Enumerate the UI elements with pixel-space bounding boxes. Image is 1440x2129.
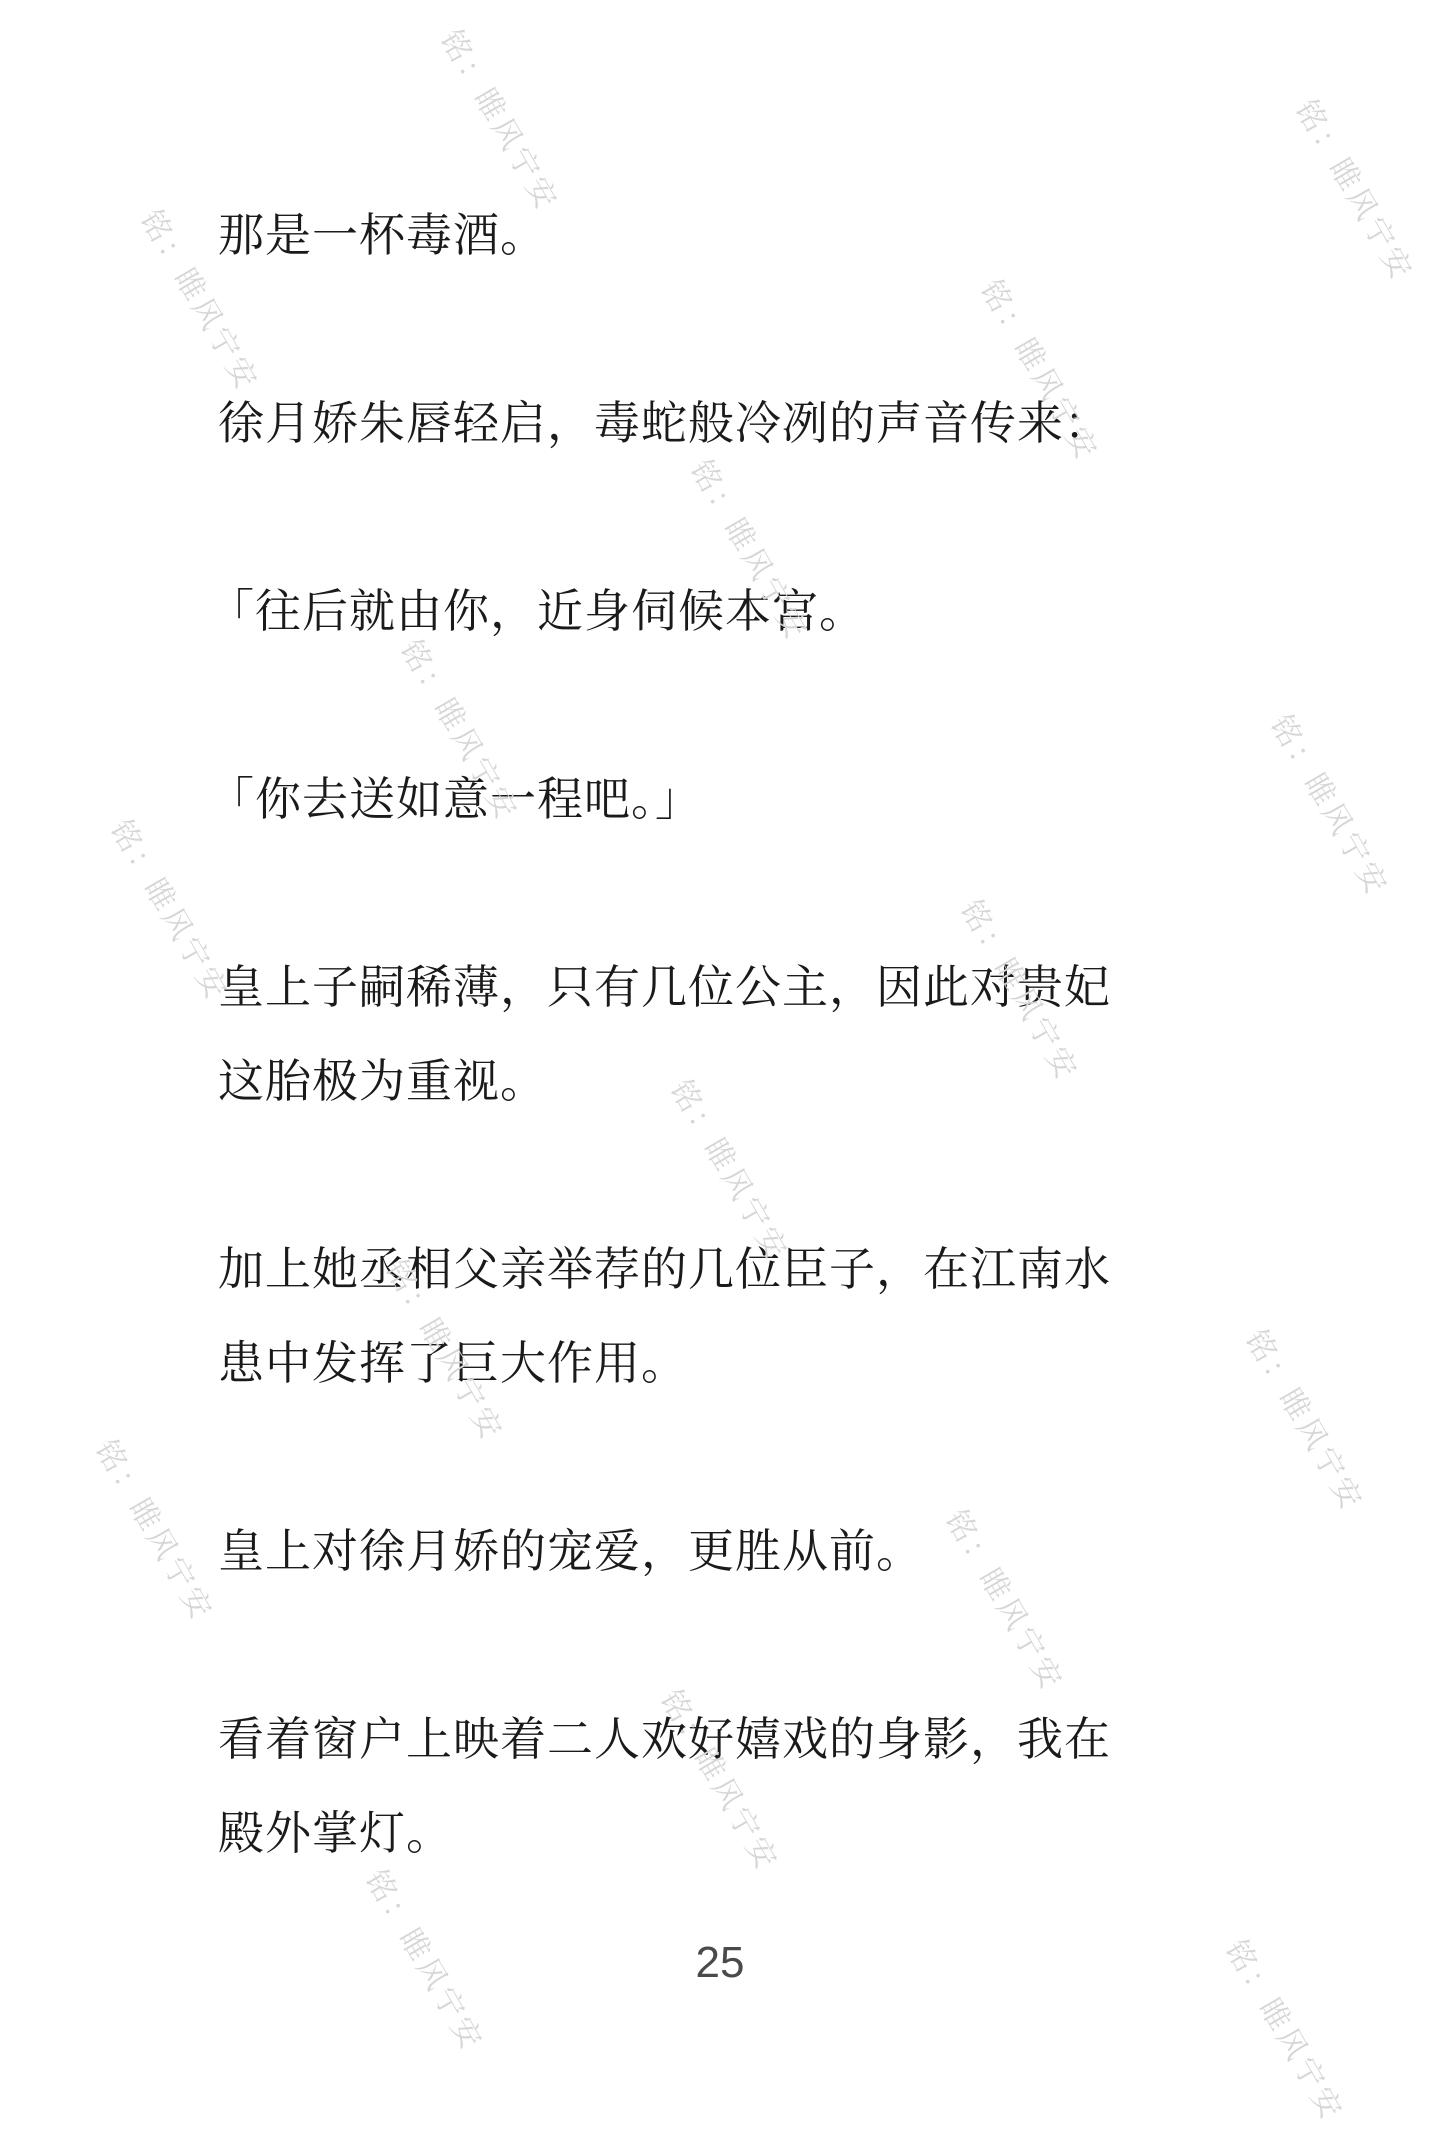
paragraph-7: 皇上对徐月娇的宠爱，更胜从前。 (218, 1524, 923, 1578)
watermark: 铭：睢风宁安 (1287, 94, 1421, 289)
watermark: 铭：睢风宁安 (132, 204, 266, 399)
paragraph-5: 皇上子嗣稀薄，只有几位公主，因此对贵妃 这胎极为重视。 (218, 960, 1111, 1108)
watermark: 铭：睢风宁安 (937, 1504, 1071, 1699)
watermark: 铭：睢风宁安 (392, 634, 526, 829)
paragraph-2: 徐月娇朱唇轻启，毒蛇般冷冽的声音传来： (218, 396, 1111, 450)
watermark: 铭：睢风宁安 (102, 814, 236, 1009)
watermark: 铭：睢风宁安 (1217, 1934, 1351, 2129)
watermark: 铭：睢风宁安 (1237, 1324, 1371, 1519)
watermark: 铭：睢风宁安 (377, 1254, 511, 1449)
watermark: 铭：睢风宁安 (652, 1684, 786, 1879)
watermark: 铭：睢风宁安 (432, 24, 566, 219)
story-text (208, 188, 1228, 1974)
watermark: 铭：睢风宁安 (87, 1434, 221, 1629)
watermark: 铭：睢风宁安 (682, 454, 816, 649)
paragraph-1: 那是一杯毒酒。 (218, 208, 547, 262)
watermark: 铭：睢风宁安 (972, 274, 1106, 469)
watermark: 铭：睢风宁安 (952, 894, 1086, 1089)
paragraph-4: 「你去送如意一程吧。」 (208, 772, 702, 826)
paragraph-6: 加上她丞相父亲举荐的几位臣子，在江南水 患中发挥了巨大作用。 (218, 1242, 1111, 1390)
paragraph-8: 看着窗户上映着二人欢好嬉戏的身影，我在 殿外掌灯。 (218, 1712, 1111, 1860)
watermark: 铭：睢风宁安 (357, 1864, 491, 2059)
paragraph-3: 「往后就由你，近身伺候本宫。 (208, 584, 866, 638)
page-number: 25 (695, 1938, 745, 1987)
watermark: 铭：睢风宁安 (662, 1074, 796, 1269)
watermark: 铭：睢风宁安 (1262, 709, 1396, 904)
